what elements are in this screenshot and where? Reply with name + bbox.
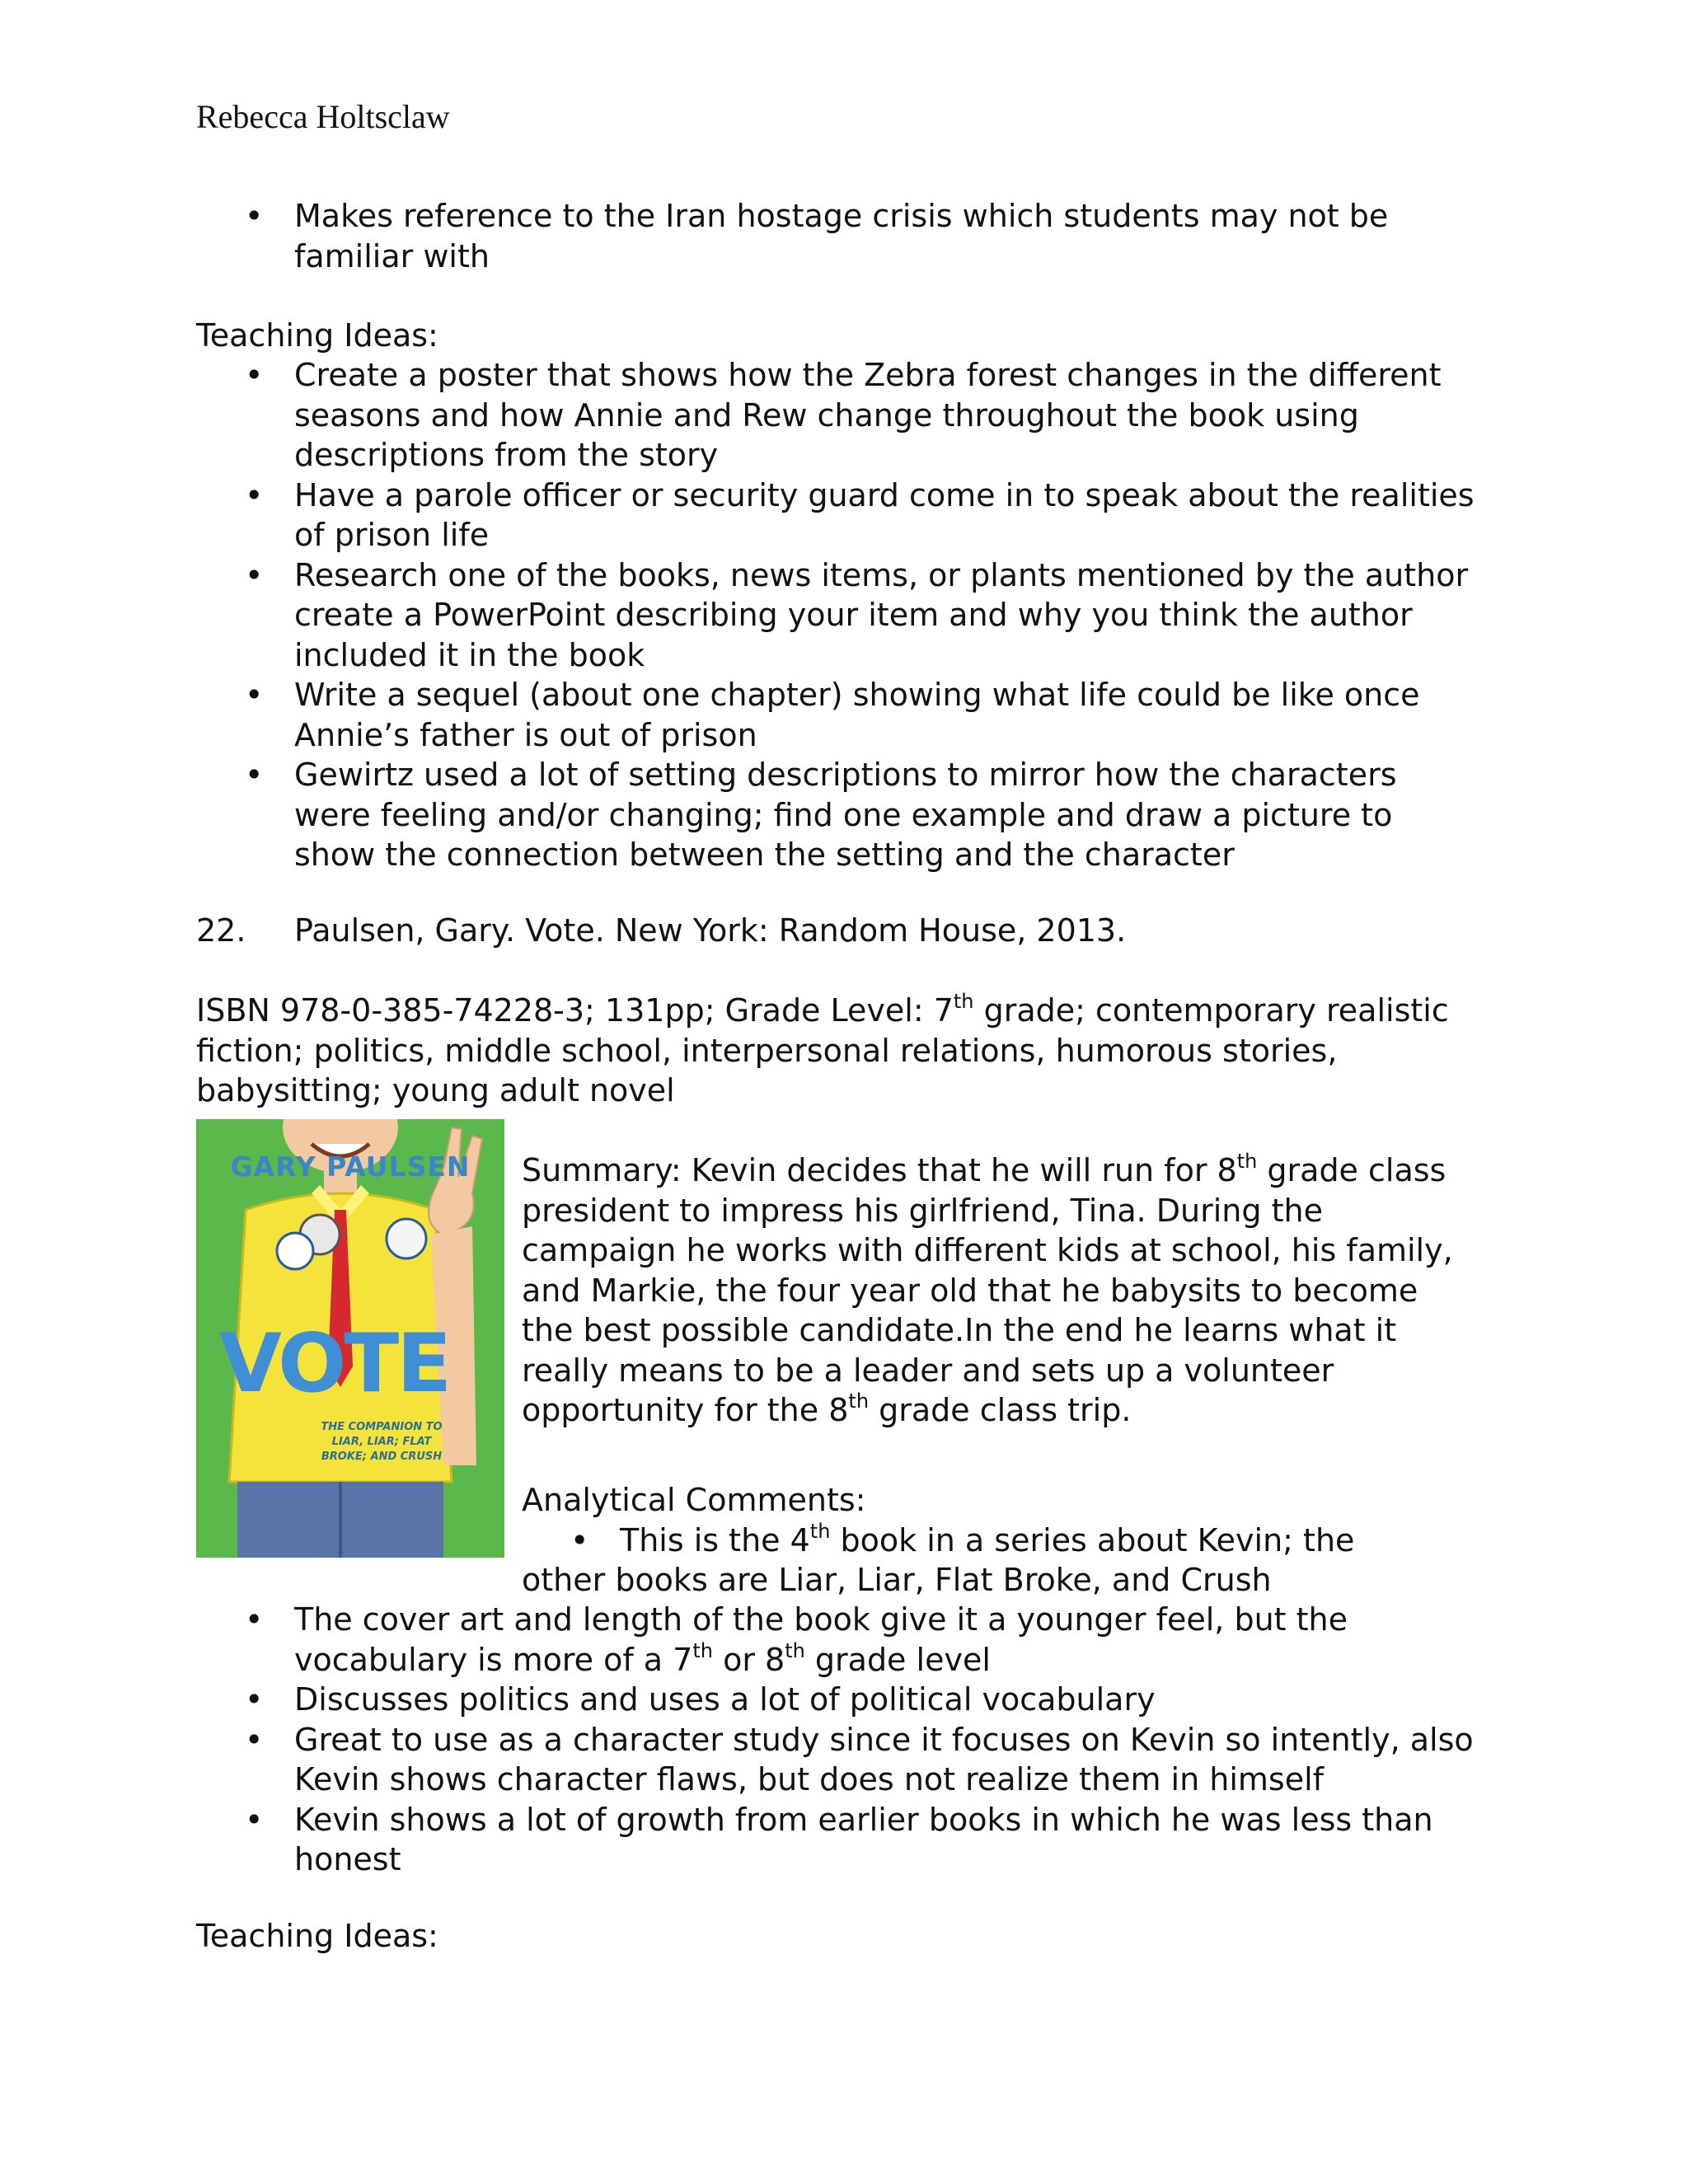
summary-text: grade class trip. — [869, 1392, 1132, 1428]
item-text: book in a series about Kevin; the — [830, 1521, 1355, 1558]
list-item — [522, 1521, 1354, 1561]
item-text: or 8 — [712, 1641, 785, 1678]
entry-number: 22. — [196, 912, 246, 949]
list-item: • Create a poster that shows how the Zebra forest changes in the different seasons and how Annie and Rew change throughout the book using descriptions from the story — [196, 355, 1482, 476]
superscript: th — [848, 1390, 870, 1413]
list-item: • Great to use as a character study since it focuses on Kevin so intently, also Kevin shows character flaws, but does not realize them in himself — [196, 1720, 1482, 1800]
entry-citation — [196, 911, 1126, 951]
list-item: • Have a parole officer or security guard come in to speak about the realities of prison life — [196, 476, 1482, 555]
item-text: This is the 4 — [620, 1521, 810, 1558]
book-cover-image — [196, 1119, 504, 1558]
entry-details — [196, 991, 1465, 1111]
summary-text: grade class president to impress his girlfriend, Tina. During the campaign he works with different kids at school, his family, and Markie, the four year old that he babysits to become the best possible candidate.In the end he learns what it really means to be a leader and sets up a volunteer opportunity for the 8 — [522, 1152, 1453, 1428]
list-item: • Write a sequel (about one chapter) showing what life could be like once Annie’s father is out of prison — [196, 675, 1482, 755]
details-text: grade; contemporary realistic fiction; politics, middle school, interpersonal relations, humorous stories, babysitting; young adult novel — [196, 992, 1449, 1108]
list-item: • Discusses politics and uses a lot of political vocabulary — [196, 1680, 1482, 1720]
citation-text: Paulsen, Gary. Vote. New York: Random House, 2013. — [294, 912, 1127, 949]
section-heading: Teaching Ideas: — [196, 317, 438, 354]
superscript: th — [785, 1638, 805, 1662]
details-text: ISBN 978-0-385-74228-3; 131pp; Grade Level: 7 — [196, 992, 954, 1029]
superscript: th — [953, 990, 974, 1013]
list-item — [196, 1600, 1482, 1680]
section-heading: Teaching Ideas: — [196, 1918, 438, 1954]
item-text: grade level — [804, 1641, 991, 1678]
cover-title-text: VOTE — [219, 1317, 450, 1411]
superscript: th — [1236, 1150, 1258, 1173]
bullet-icon: • — [570, 1521, 589, 1558]
section-heading: Analytical Comments: — [522, 1482, 866, 1518]
list-item-continuation: other books are Liar, Liar, Flat Broke, and Crush — [522, 1562, 1272, 1598]
header-author: Rebecca Holtsclaw — [196, 98, 450, 135]
list-item: • Makes reference to the Iran hostage crisis which students may not be familiar with — [196, 196, 1482, 276]
concerns-list — [196, 196, 1482, 276]
summary-text: Summary: Kevin decides that he will run for 8 — [522, 1152, 1237, 1188]
cover-subtitle-text: THE COMPANION TO LIAR, LIAR; FLAT BROKE; AND CRUSH — [321, 1421, 443, 1463]
superscript: th — [809, 1519, 831, 1543]
list-item: • Kevin shows a lot of growth from earlier books in which he was less than honest — [196, 1800, 1482, 1880]
superscript: th — [692, 1638, 713, 1662]
teaching-ideas-list — [196, 355, 1482, 875]
analytical-comments — [522, 1480, 1354, 1601]
item-text: The cover art and length of the book give it a younger feel, but the vocabulary is more of a 7 — [294, 1601, 1348, 1678]
analytical-list — [196, 1600, 1482, 1880]
summary-paragraph — [522, 1151, 1470, 1431]
list-item: • Gewirtz used a lot of setting descriptions to mirror how the characters were feeling and/or changing; find one example and draw a picture to show the connection between the setting and the character — [196, 755, 1482, 875]
list-item: • Research one of the books, news items, or plants mentioned by the author create a PowerPoint describing your item and why you think the author included it in the book — [196, 555, 1482, 676]
cover-author-text: GARY PAULSEN — [230, 1151, 471, 1183]
